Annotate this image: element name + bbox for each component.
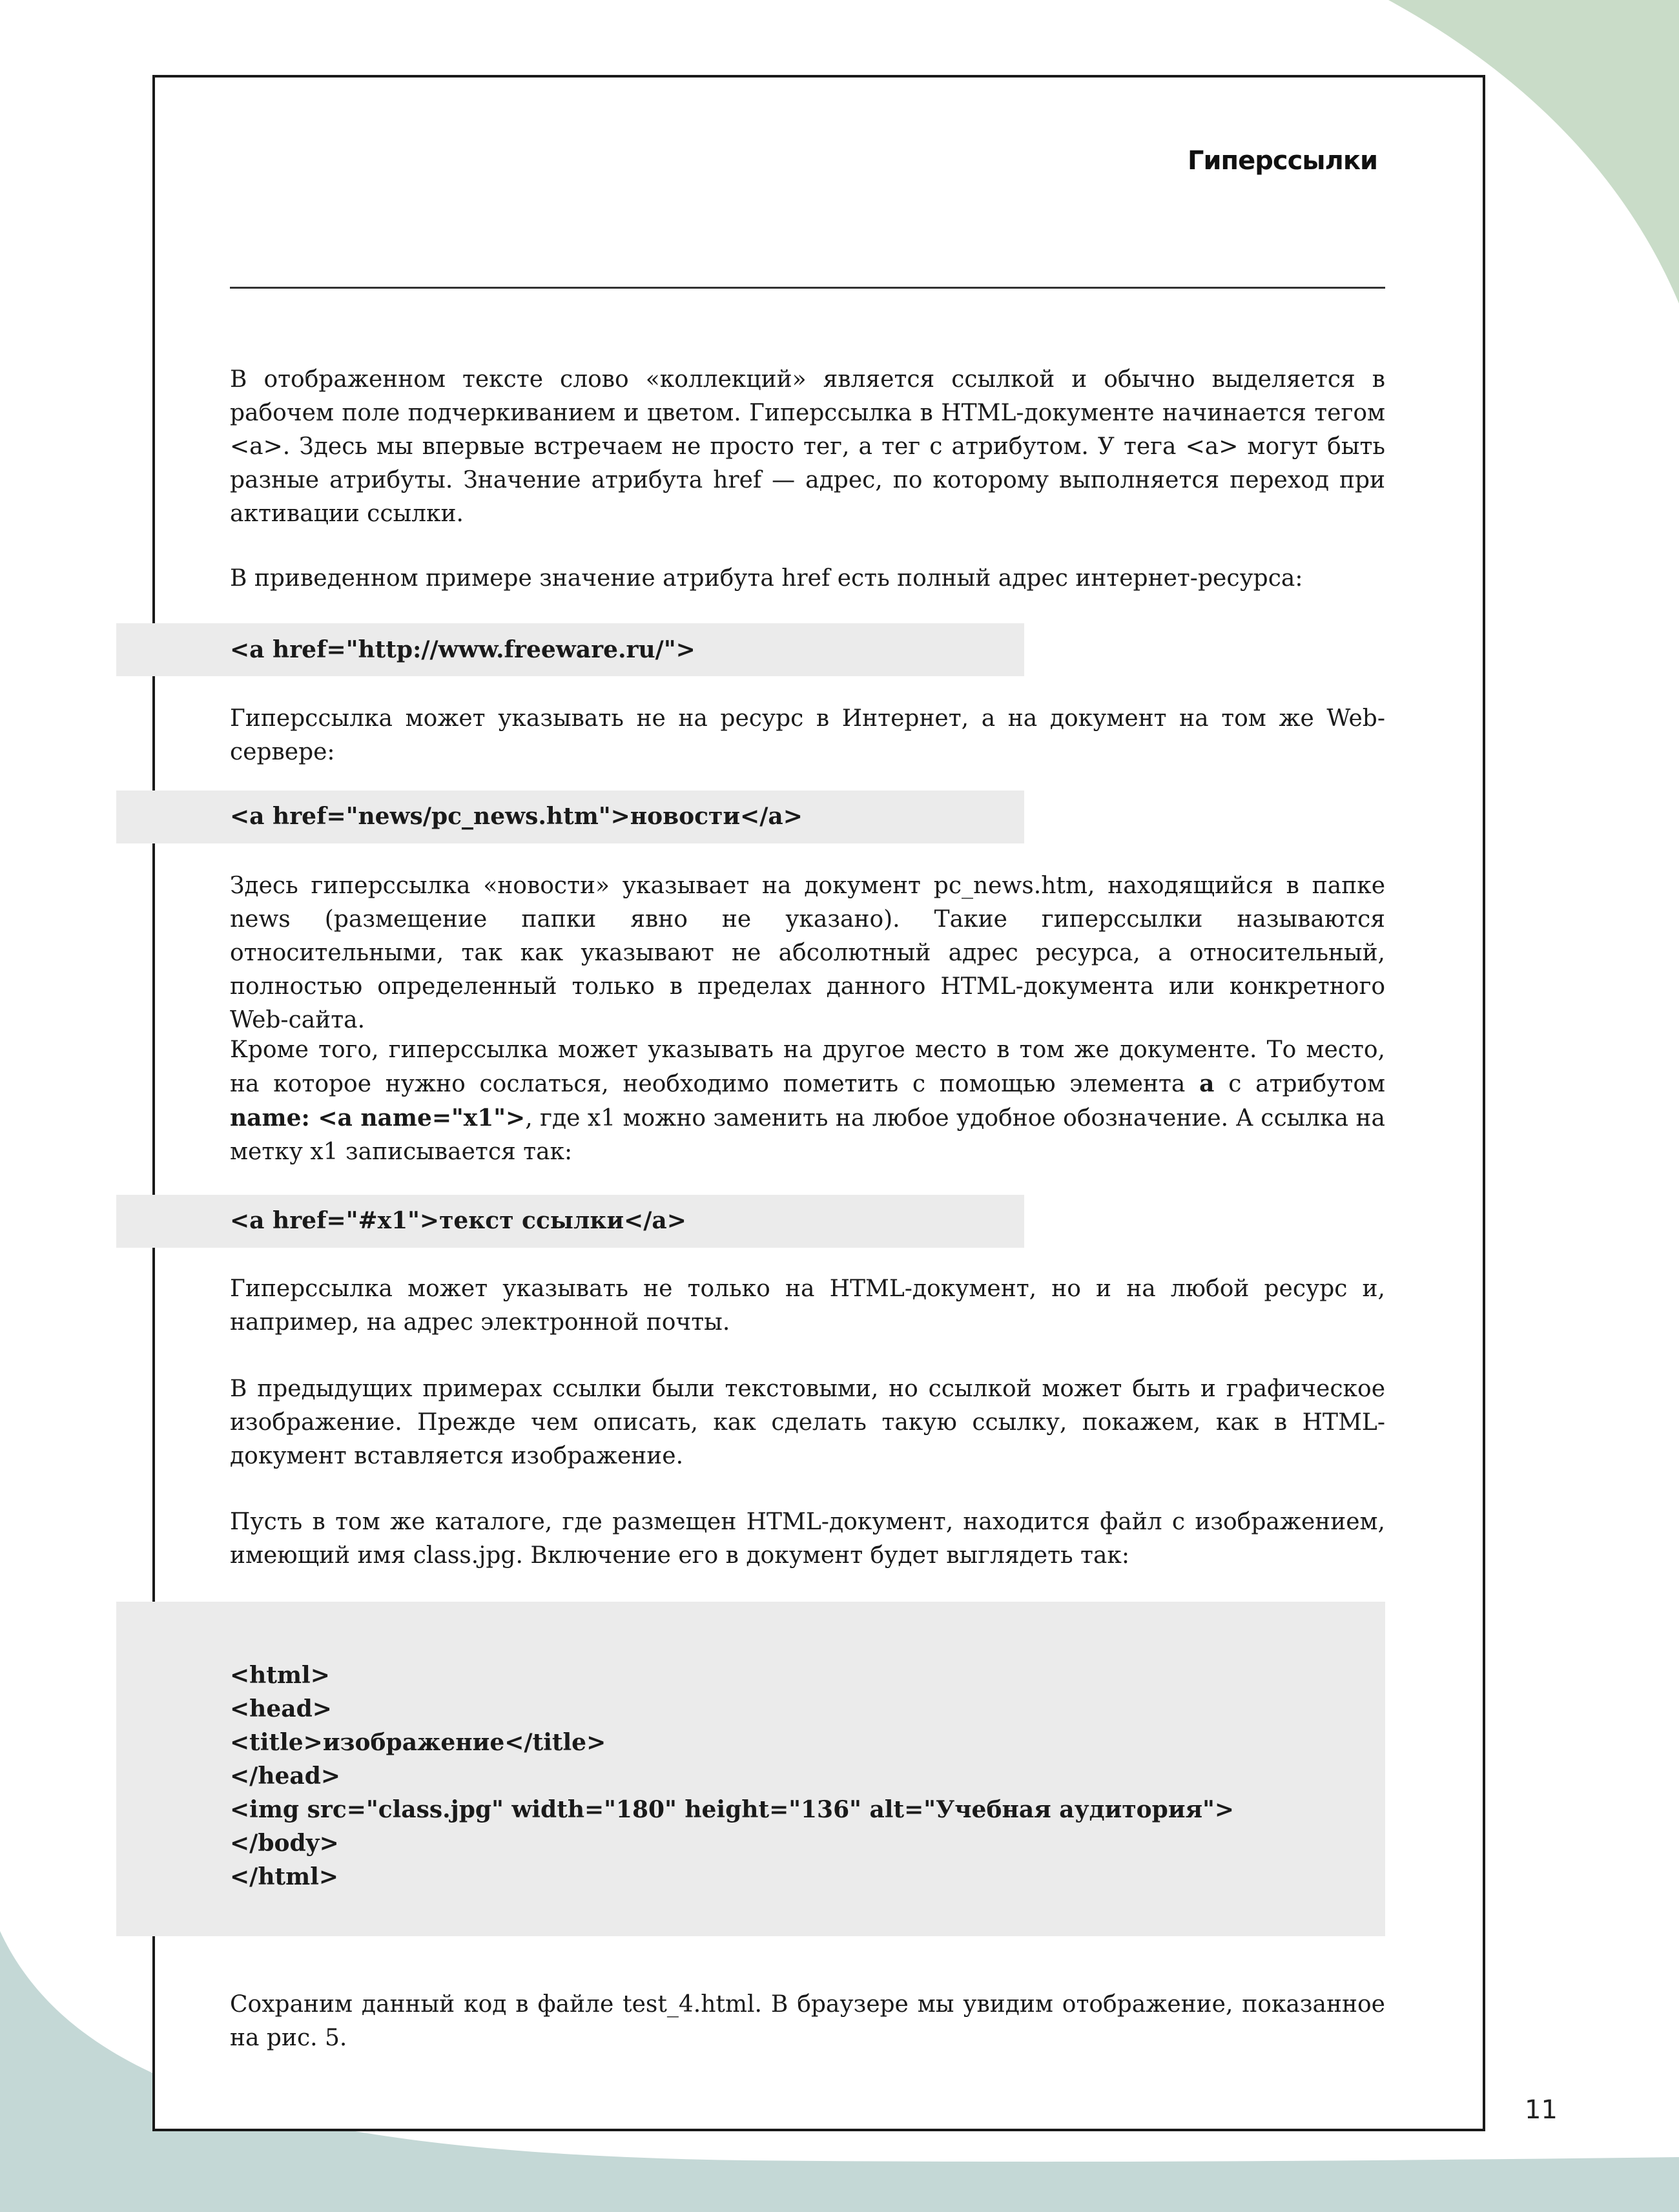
paragraph-5-text-e: , где x1 можно заменить на любое удобное обозначение. А ссылка на метку x1 записывается так: [230,1105,1385,1165]
paragraph-5-text-c: с атрибутом [1214,1071,1385,1097]
paragraph-5-text-a: Кроме того, гиперссылка может указывать на другое место в том же документе. То место, на которое нужно сослаться, необходимо пометить с помощью элемента [230,1037,1385,1097]
paragraph-6: Гиперссылка может указывать не только на HTML-документ, но и на любой ресурс и, например, на адрес электронной почты. [230,1276,1385,1336]
code-absolute-link: <a href="http://www.freeware.ru/"> [230,636,695,663]
paragraph-1: В отображенном тексте слово «коллекций» является ссылкой и обычно выделяется в рабочем поле подчеркиванием и цветом. Гиперссылка в HTML-документе начинается тегом <a>. Здесь мы впервые встречаем не просто тег, а тег с атрибутом. У тега <a> могут быть разные атрибуты. Значение атрибута href — адрес, по которому выполняется переход при активации ссылки. [230,366,1385,527]
code-anchor-link: <a href="#x1">текст ссылки</a> [230,1207,686,1234]
code-block-line: <title>изображение</title> [230,1729,606,1756]
code-relative-link: <a href="news/pc_news.htm">новости</a> [230,803,803,830]
paragraph-5 [230,1033,1385,1169]
paragraph-7: В предыдущих примерах ссылки были текстовыми, но ссылкой может быть и графическое изображение. Прежде чем описать, как сделать такую ссылку, покажем, как в HTML-документ вставляется изображение. [230,1376,1385,1469]
paragraph-4: Здесь гиперссылка «новости» указывает на документ pc_news.htm, находящийся в папке news (размещение папки явно не указано). Такие гиперссылки называются относительными, так как указывают не абсолютный адрес ресурса, а относительный, полностью определенный только в пределах данного HTML-документа или конкретного Web-сайта. [230,873,1385,1033]
paragraph-8: Пусть в том же каталоге, где размещен HTML-документ, находится файл с изображением, имеющий имя class.jpg. Включение его в документ будет выглядеть так: [230,1509,1385,1569]
code-block-line: </html> [230,1863,339,1890]
code-block-line: <img src="class.jpg" width="180" height="136" alt="Учебная аудитория"> [230,1796,1235,1823]
code-block-line: <head> [230,1695,332,1722]
paragraph-5-element-a: a [1199,1070,1215,1097]
page-number: 11 [1525,2095,1558,2125]
running-header: Гиперссылки [1188,146,1377,176]
header-divider [230,287,1385,289]
code-block-line: <html> [230,1662,330,1689]
paragraph-3: Гиперссылка может указывать не на ресурс в Интернет, а на документ на том же Web-сервере: [230,705,1385,765]
code-block-line: </head> [230,1762,341,1790]
page-frame [152,75,1485,2131]
paragraph-9: Сохраним данный код в файле test_4.html. В браузере мы увидим отображение, показанное на рис. 5. [230,1991,1385,2051]
html-code-block [116,1602,1385,1936]
paragraph-2: В приведенном примере значение атрибута href есть полный адрес интернет-ресурса: [230,565,1303,592]
code-block-line: </body> [230,1830,339,1857]
paragraph-5-name-attr: name: <a name="x1"> [230,1104,526,1132]
